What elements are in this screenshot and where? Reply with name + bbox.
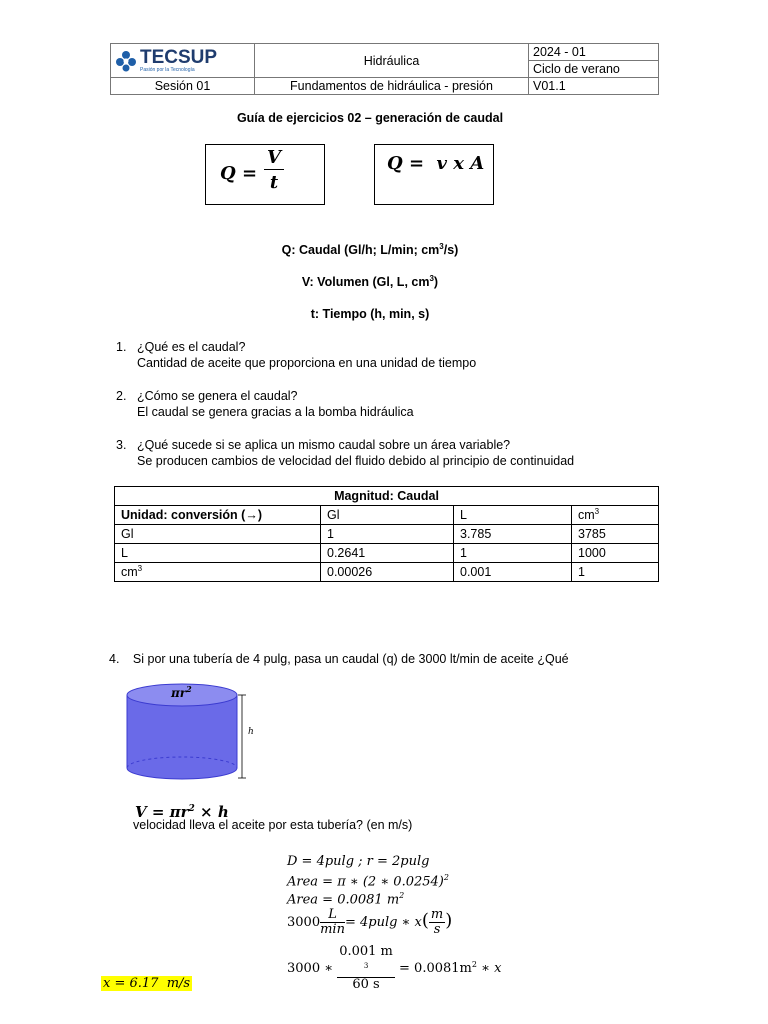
table-title: Magnitud: Caudal [115, 487, 659, 506]
solution-line-4: 3000 $\frac{L}{\min}$ = 4pulg ∗ x( $\frac{m}{s}$ ) [287, 907, 453, 937]
version: V01.1 [529, 78, 659, 95]
header-table [110, 43, 659, 95]
solution-line-5: 3000 ∗ 0.001 m $^3$ 60 s = $0.0081m^2$ ∗ x [287, 944, 502, 993]
answer-3: Se producen cambios de velocidad del fluido debido al principio de continuidad [137, 454, 575, 468]
topic: Fundamentos de hidráulica - presión [255, 78, 529, 95]
def-caudal: Q: Caudal (Gl/h; L/min; $cm^3/s$) [281, 242, 459, 258]
cylinder-volume-formula: $V = \pi r^2 \times h$ [135, 803, 229, 821]
brand-name: TECSUP [140, 46, 218, 68]
period: 2024 - 01 [529, 44, 659, 61]
formula-numerator: V [264, 147, 284, 170]
brand-tagline: Pasión por la Tecnología [140, 66, 195, 73]
conversion-table [114, 486, 659, 582]
cylinder-area-label: $\pi r^2$ [171, 684, 192, 700]
formula-box-area [374, 144, 494, 205]
solution-line-3: Area = 0.0081 $m^2$ [287, 891, 405, 908]
formula-denominator: t [269, 172, 279, 193]
solution-line-2: Area = π ∗ (2 ∗ 0.0254)$^2$ [287, 873, 449, 890]
table-header-cm3: $cm^3$ [572, 506, 659, 525]
table-header-l: L [454, 506, 572, 525]
page-title: Guía de ejercicios 02 – generación de caudal [236, 111, 504, 125]
table-row: L 0.2641 1 1000 [115, 544, 659, 563]
table-header-unit: Unidad: conversión (→) [115, 506, 321, 525]
def-volumen: V: Volumen (Gl, L, $cm^3$) [301, 274, 439, 290]
cylinder-height-label: h [248, 727, 254, 737]
table-row: Gl 1 3.785 3785 [115, 525, 659, 544]
course-name: Hidráulica [255, 44, 529, 78]
answer-1: Cantidad de aceite que proporciona en una unidad de tiempo [137, 356, 477, 370]
solution-line-1: D = 4pulg ; r = 2pulg [287, 854, 430, 869]
term: Ciclo de verano [529, 61, 659, 78]
logo-cell [111, 44, 255, 78]
formula-q-vxa: Q = v x A [387, 153, 485, 174]
formula-box-volume [205, 144, 325, 205]
def-tiempo: t: Tiempo (h, min, s) [310, 307, 430, 321]
table-row: $cm^3$ 0.00026 0.001 1 [115, 563, 659, 582]
session: Sesión 01 [111, 78, 255, 95]
table-header-gl: Gl [321, 506, 454, 525]
question-4: 4. Si por una tubería de 4 pulg, pasa un caudal (q) de 3000 lt/min de aceite ¿Qué [109, 652, 569, 666]
formula-q-lhs: Q = [220, 163, 258, 184]
final-answer-highlight: x = 6.17 m/s [103, 976, 191, 991]
table-header-row [115, 506, 659, 525]
arrow-right-icon: → [245, 508, 258, 522]
answer-2: El caudal se genera gracias a la bomba hidráulica [137, 405, 414, 419]
question-4-continued: velocidad lleva el aceite por esta tubería? (en m/s) [133, 818, 413, 832]
tecsup-logo-icon [115, 50, 137, 72]
